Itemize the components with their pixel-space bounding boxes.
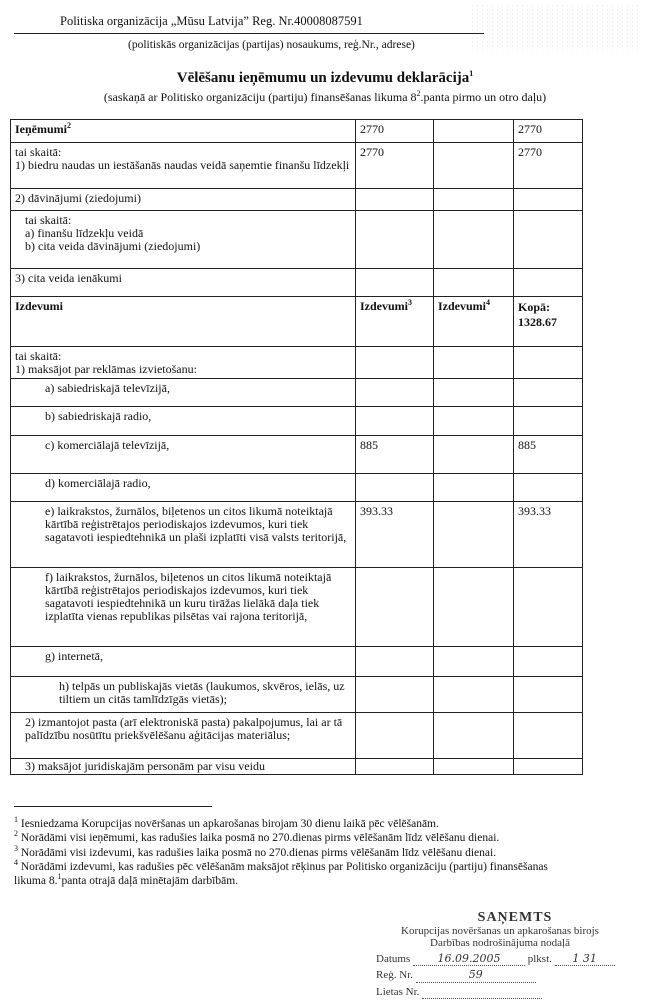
- income-row1-label: tai skaitā: 1) biedru naudas un iestāšanās naudas veidā saņemtie finanšu līdzekļi: [11, 143, 356, 189]
- expense-row-g-label: g) internetā,: [11, 647, 356, 677]
- expense-row-f: [11, 568, 583, 647]
- footnote-3-num: 3: [14, 843, 18, 853]
- expense-row-legal: [11, 759, 583, 775]
- expense-row-a-label: a) sabiedriskajā televīzijā,: [11, 379, 356, 407]
- stamp-time-value: 1 31: [555, 953, 615, 967]
- title-text: Vēlēšanu ieņēmumu un izdevumu deklarācija: [176, 70, 470, 86]
- title-footnote-mark: 1: [469, 69, 474, 78]
- footnote-1-text: Iesniedzama Korupcijas novēršanas un apkarošanas birojam 30 dienu laikā pēc vēlēšanām.: [18, 818, 439, 830]
- expense-row-c-label: c) komerciālajā televīzijā,: [11, 436, 356, 474]
- footnote-4-sup: 1: [57, 872, 62, 882]
- scan-noise: [470, 4, 640, 50]
- income-row-other: [11, 269, 583, 297]
- expense-row-e-col1: 393.33: [356, 502, 434, 568]
- footnote-2: [14, 831, 580, 845]
- expenses-total-head: [514, 297, 583, 347]
- expenses-col1-head-text: Izdevumi: [360, 299, 408, 313]
- expenses-col1-footnote-mark: 3: [408, 298, 412, 307]
- expenses-col2-footnote-mark: 4: [486, 298, 490, 307]
- expense-row-post: [11, 713, 583, 759]
- expenses-total-value: 1328.67: [518, 315, 557, 329]
- subtitle-sup: 2: [416, 89, 421, 98]
- expense-row-a: [11, 379, 583, 407]
- footnote-3: [14, 843, 580, 860]
- income-row1-col3: 2770: [514, 143, 583, 189]
- expense-row-h: [11, 677, 583, 713]
- expenses-intro-row: [11, 347, 583, 379]
- income-total-row: [11, 120, 583, 143]
- expenses-intro-label: tai skaitā: 1) maksājot par reklāmas izvietošanu:: [11, 347, 356, 379]
- income-row-membership: [11, 143, 583, 189]
- expense-row-d-label: d) komerciālajā radio,: [11, 474, 356, 502]
- footnotes: [14, 817, 580, 888]
- stamp-reg-label: Reģ. Nr.: [376, 969, 413, 981]
- document-subtitle: [0, 90, 650, 105]
- stamp-case-row: [376, 986, 640, 1000]
- stamp-case-blank: [422, 986, 542, 1000]
- footnote-1: [14, 817, 580, 831]
- income-row1-col1: 2770: [356, 143, 434, 189]
- footnote-2-num: 2: [14, 829, 18, 839]
- footnote-4-text: Norādāmi izdevumi, kas radušies pēc vēlēšanām maksājot rēķinus par Politisko organizāciju (partiju) finansēšanas likuma 8.$^1$panta otrajā daļā minētajām darbībām.: [14, 860, 548, 888]
- expense-row-c-col3: 885: [514, 436, 583, 474]
- income-total-col2: [434, 120, 514, 143]
- organization-line: Politiska organizācija „Mūsu Latvija” Reg. Nr.40008087591: [60, 14, 363, 28]
- income-heading: [11, 120, 356, 143]
- expense-row-b-label: b) sabiedriskajā radio,: [11, 407, 356, 436]
- income-row-donation-types: [11, 211, 583, 269]
- footnote-rule: [14, 806, 212, 807]
- expenses-heading: Izdevumi: [11, 297, 356, 347]
- declaration-table: [10, 119, 583, 775]
- stamp-reg-value: 59: [416, 969, 536, 983]
- subtitle-text: (saskaņā ar Politisko organizāciju (partiju) finansēšanas likuma $8^2.panta$ pirmo un otro daļu): [103, 89, 547, 104]
- stamp-line1: Korupcijas novēršanas un apkarošanas birojs: [401, 924, 599, 937]
- header-rule: [14, 33, 484, 34]
- stamp-title: SAŅEMTS: [477, 910, 553, 925]
- footnote-4-num: 4: [14, 858, 18, 868]
- expense-row-g: [11, 647, 583, 677]
- stamp-reg-row: [376, 969, 640, 983]
- stamp-date-row: [376, 953, 640, 967]
- expense-row-e-col3: 393.33: [514, 502, 583, 568]
- stamp-case-label: Lietas Nr.: [376, 985, 420, 998]
- expense-row-post-label: 2) izmantojot pasta (arī elektroniskā pasta) pakalpojumus, lai ar tā palīdzību nosūtītu priekšvēlēšanu aģitācijas materiālus;: [11, 713, 356, 759]
- income-row2-label: 2) dāvinājumi (ziedojumi): [11, 189, 356, 211]
- income-total-col3: 2770: [514, 120, 583, 143]
- footnote-1-num: 1: [14, 815, 18, 825]
- expense-row-e: [11, 502, 583, 568]
- expenses-header-row: [11, 297, 583, 347]
- expenses-total-label: Kopā:: [518, 300, 551, 314]
- expense-row-c: [11, 436, 583, 474]
- expense-row-b: [11, 407, 583, 436]
- received-stamp: [360, 912, 640, 999]
- stamp-time-label: plkst.: [527, 952, 552, 965]
- expense-row-f-label: f) laikrakstos, žurnālos, biļetenos un citos likumā noteiktajā kārtībā reģistrētajos periodiskajos izdevumos, kuri tiek sagatavoti iespiedtehnikā un kuru tirāžas lielākā daļa tiek izplatīta vienas republikas pilsētas vai rajona teritorijā,: [11, 568, 356, 647]
- expense-row-d: [11, 474, 583, 502]
- expenses-col1-head: [356, 297, 434, 347]
- income-footnote-mark: 2: [67, 121, 71, 130]
- expenses-col2-head-text: Izdevumi: [438, 299, 486, 313]
- expense-row-c-col1: 885: [356, 436, 434, 474]
- expenses-col2-head: [434, 297, 514, 347]
- expense-row-legal-label: 3) maksājot juridiskajām personām par visu veidu: [11, 759, 356, 775]
- expense-row-h-label: h) telpās un publiskajās vietās (laukumos, skvēros, ielās, uz tiltiem un citās tamlīdzīgās vietās);: [11, 677, 356, 713]
- footnote-3-text: Norādāmi visi izdevumi, kas radušies laika posmā no 270.dienas pirms vēlēšanām līdz vēlēšanu dienai.: [18, 846, 497, 859]
- income-row1-col2: [434, 143, 514, 189]
- stamp-date-value: 16.09.2005: [413, 953, 525, 967]
- expense-row-e-label: e) laikrakstos, žurnālos, biļetenos un citos likumā noteiktajā kārtībā reģistrētajos periodiskajos izdevumos, kuri tiek sagatavoti iespiedtehnikā un plaši izplatīti visā valsts teritorijā,: [11, 502, 356, 568]
- footnote-4: [14, 860, 580, 889]
- stamp-date-label: Datums: [376, 952, 411, 965]
- footnote-2-text: Norādāmi visi ieņēmumi, kas radušies laika posmā no 270.dienas pirms vēlēšanām līdz vēlēšanu dienai.: [18, 832, 500, 845]
- income-row4-label: 3) cita veida ienākumi: [11, 269, 356, 297]
- income-row3-label: tai skaitā: a) finanšu līdzekļu veidā b) cita veida dāvinājumi (ziedojumi): [11, 211, 356, 269]
- stamp-line2: Darbības nodrošinājuma nodaļā: [430, 937, 570, 949]
- organization-caption: (politiskās organizācijas (partijas) nosaukums, reģ.Nr., adrese): [128, 39, 415, 51]
- income-total-col1: 2770: [356, 120, 434, 143]
- income-row-donations: [11, 189, 583, 211]
- income-heading-text: Ieņēmumi: [15, 122, 67, 136]
- document-title: [0, 70, 650, 87]
